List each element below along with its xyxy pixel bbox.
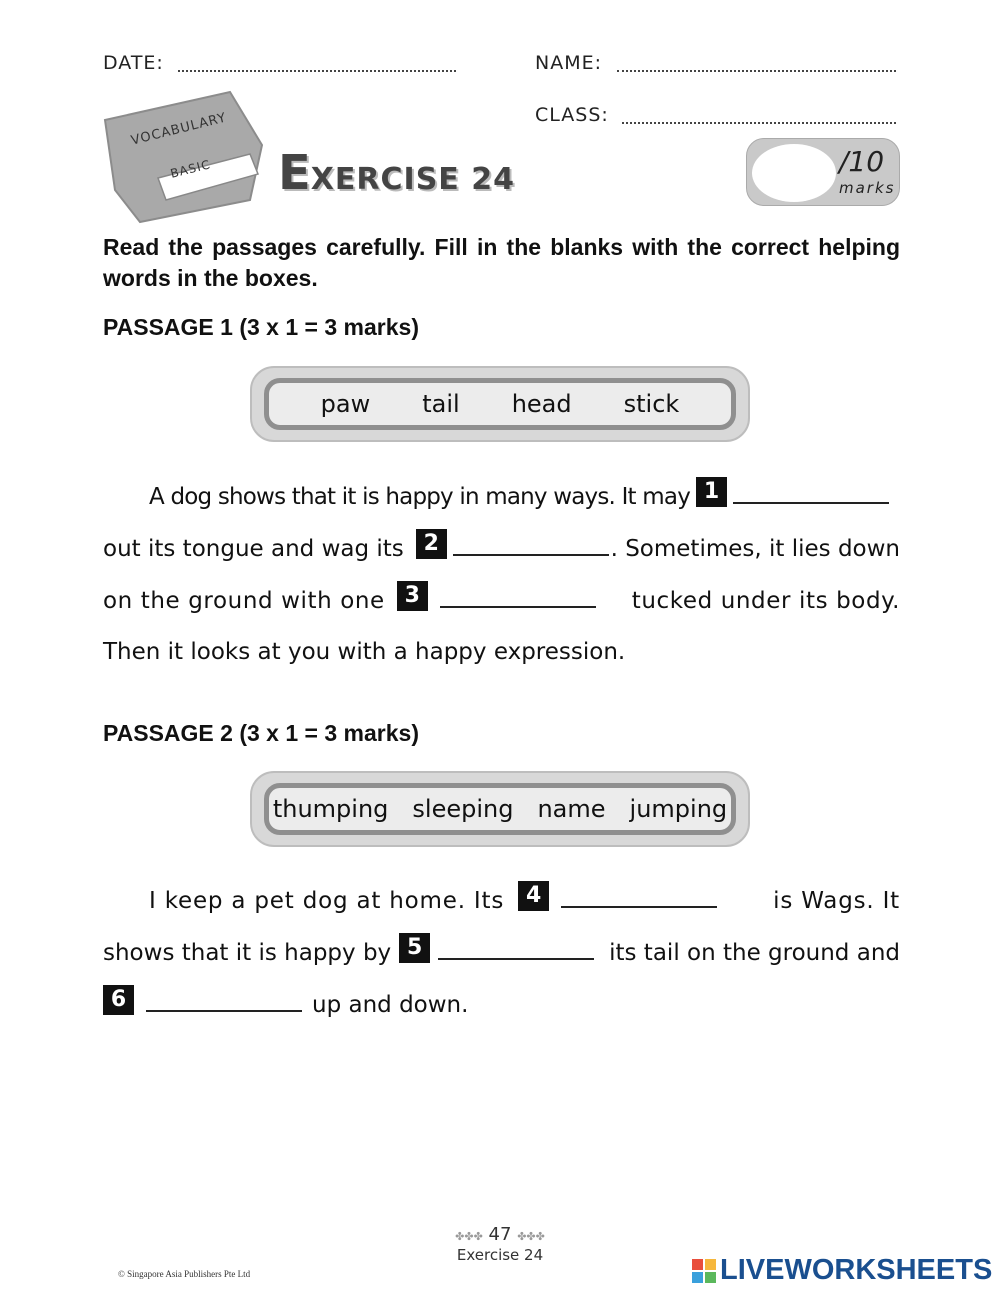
score-box	[746, 138, 900, 206]
passage1-line	[103, 574, 900, 614]
liveworksheets-grid-icon	[692, 1259, 716, 1283]
blank-number-badge: 3	[397, 581, 428, 611]
passage-text: . Sometimes, it lies down	[610, 536, 900, 562]
passage2-word-box	[250, 771, 750, 847]
passage-text: tucked under its body.	[631, 588, 900, 614]
passage-text: I keep a pet dog at home. Its	[149, 888, 505, 914]
word-option: sleeping	[412, 795, 514, 823]
badge-shape	[100, 90, 270, 225]
passage-text: shows that it is happy by	[103, 940, 392, 966]
date-dotted-line	[178, 70, 456, 72]
blank-number-badge: 4	[518, 881, 549, 911]
answer-blank-1[interactable]	[733, 476, 889, 504]
word-option: paw	[320, 390, 371, 418]
passage2-line	[103, 874, 900, 914]
page-number	[0, 1224, 1000, 1245]
blank-number-badge: 1	[696, 477, 727, 507]
passage1-heading: PASSAGE 1 (3 x 1 = 3 marks)	[103, 314, 419, 340]
badge-basic-text: BASIC	[168, 157, 213, 181]
word-option: name	[537, 795, 606, 823]
word-option: thumping	[272, 795, 389, 823]
liveworksheets-brand: LIVEWORKSHEETS	[720, 1254, 993, 1286]
exercise-title-initial: E	[278, 145, 311, 201]
date-label: DATE:	[103, 52, 164, 74]
score-input-oval[interactable]	[752, 144, 836, 202]
badge-vocabulary-text: VOCABULARY	[129, 110, 229, 149]
instructions: Read the passages carefully. Fill in the blanks with the correct helping words in the boxes.	[103, 234, 900, 291]
passage-text: up and down.	[312, 992, 469, 1018]
passage1-line	[103, 625, 900, 665]
passage1-line	[103, 522, 900, 562]
answer-blank-2[interactable]	[453, 528, 609, 556]
footer-exercise-label: Exercise 24	[456, 1246, 544, 1264]
passage1-word-box	[250, 366, 750, 442]
ornament-icon: ✤✤✤	[455, 1230, 483, 1243]
page-number-text: 47	[488, 1224, 512, 1245]
passage-text: its tail on the ground and	[609, 940, 900, 966]
ornament-icon: ✤✤✤	[517, 1230, 545, 1243]
exercise-title	[278, 145, 515, 201]
passage-text: on the ground with one	[103, 588, 385, 614]
answer-blank-6[interactable]	[146, 984, 302, 1012]
passage-text: Then it looks at you with a happy expression.	[103, 639, 626, 665]
score-unit: marks	[839, 179, 896, 197]
exercise-title-rest: XERCISE 24	[310, 162, 515, 197]
word-option: head	[511, 390, 572, 418]
score-total: /10	[839, 145, 885, 178]
passage1-line	[103, 470, 900, 510]
word-option: jumping	[629, 795, 728, 823]
passage-text: A dog shows that it is happy in many ways. It may	[149, 484, 691, 510]
passage2-line	[103, 926, 900, 966]
class-label: CLASS:	[535, 104, 609, 126]
passage-text: is Wags. It	[773, 888, 900, 914]
liveworksheets-logo[interactable]	[692, 1254, 992, 1287]
blank-number-badge: 2	[416, 529, 447, 559]
copyright: © Singapore Asia Publishers Pte Ltd	[118, 1269, 251, 1279]
answer-blank-5[interactable]	[438, 932, 594, 960]
word-option: tail	[422, 390, 460, 418]
passage2-line	[103, 978, 900, 1018]
answer-blank-3[interactable]	[440, 580, 596, 608]
class-dotted-line	[622, 122, 896, 124]
name-label: NAME:	[535, 52, 603, 74]
blank-number-badge: 5	[399, 933, 430, 963]
answer-blank-4[interactable]	[561, 880, 717, 908]
word-option: stick	[623, 390, 680, 418]
name-dotted-line	[617, 70, 896, 72]
vocabulary-badge	[100, 90, 270, 220]
passage-text: out its tongue and wag its	[103, 536, 404, 562]
blank-number-badge: 6	[103, 985, 134, 1015]
passage2-heading: PASSAGE 2 (3 x 1 = 3 marks)	[103, 720, 419, 746]
